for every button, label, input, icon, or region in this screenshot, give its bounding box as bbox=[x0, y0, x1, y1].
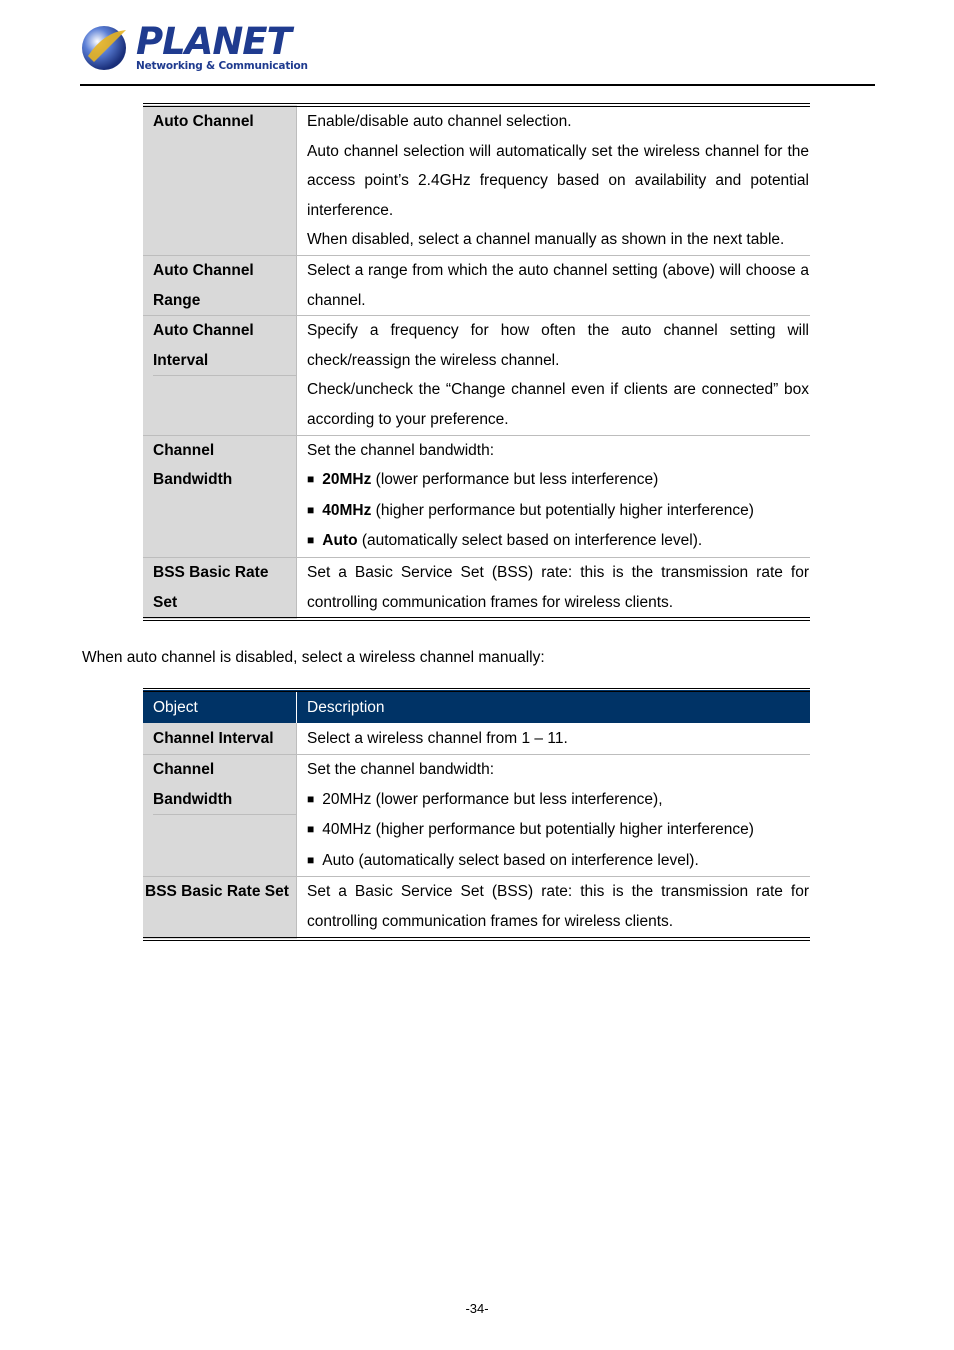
table-row bbox=[143, 557, 810, 619]
desc-line: Set a Basic Service Set (BSS) rate: this is the transmission rate for controlling communication frames for wireless clients. bbox=[307, 883, 809, 930]
page-header bbox=[80, 20, 875, 86]
label-line: Interval bbox=[153, 346, 296, 377]
desc-line: Check/uncheck the “Change channel even if clients are connected” box according to your preference. bbox=[307, 381, 809, 428]
table-header-row bbox=[143, 690, 810, 723]
desc-line: Specify a frequency for how often the auto channel setting will check/reassign the wireless channel. bbox=[307, 322, 809, 369]
bullet-item bbox=[307, 465, 809, 496]
table-row bbox=[143, 255, 810, 315]
bullet-text: (higher performance but potentially higher interference) bbox=[371, 501, 754, 519]
label-line: Bandwidth bbox=[153, 785, 296, 816]
desc-line: Auto channel selection will automatically set the wireless channel for the access point’s 2.4GHz frequency based on availability and potential interference. bbox=[307, 142, 809, 219]
row-description bbox=[297, 255, 811, 315]
table-row bbox=[143, 105, 810, 255]
bullet-item: ■ 40MHz (higher performance but potentially higher interference) bbox=[307, 815, 809, 846]
label-line: Channel bbox=[153, 761, 215, 778]
table-row bbox=[143, 877, 810, 939]
wireless-settings-table bbox=[143, 103, 810, 621]
row-label bbox=[143, 255, 297, 315]
label-line: Auto Channel bbox=[153, 261, 254, 279]
desc-line: Enable/disable auto channel selection. bbox=[307, 113, 572, 130]
bullet-item bbox=[307, 526, 809, 557]
label-line: Channel bbox=[153, 441, 215, 459]
bullet-item: ■ Auto (automatically select based on interference level). bbox=[307, 846, 809, 877]
row-description bbox=[297, 435, 811, 557]
row-label bbox=[143, 105, 297, 255]
bullet-item bbox=[307, 496, 809, 527]
bullet-term: Auto bbox=[322, 532, 358, 550]
bullet-item: ■ 20MHz (lower performance but less interference), bbox=[307, 785, 809, 816]
label-line: BSS Basic Rate Set bbox=[145, 883, 289, 901]
row-description bbox=[297, 105, 811, 255]
desc-line: Select a wireless channel from 1 – 11. bbox=[307, 730, 568, 747]
row-label bbox=[143, 316, 297, 435]
desc-line: Set the channel bandwidth: bbox=[307, 441, 494, 459]
table-row bbox=[143, 755, 810, 877]
table-row bbox=[143, 723, 810, 755]
bullet-text: (automatically select based on interference level). bbox=[357, 532, 703, 550]
logo-tagline: Networking & Communication bbox=[136, 60, 308, 72]
manual-channel-table bbox=[143, 688, 810, 941]
bullet-text: (lower performance but less interference) bbox=[371, 471, 659, 489]
label-line: BSS Basic Rate bbox=[153, 563, 269, 581]
table-row bbox=[143, 316, 810, 435]
label-line: Channel Interval bbox=[153, 730, 274, 747]
label-line: Auto Channel bbox=[153, 322, 254, 340]
page-number: -34- bbox=[465, 1301, 489, 1316]
header-description: Description bbox=[297, 690, 811, 723]
planet-logo bbox=[80, 22, 308, 72]
bullet-term: 40MHz bbox=[322, 501, 372, 519]
desc-line: Select a range from which the auto channel setting (above) will choose a channel. bbox=[307, 261, 809, 309]
row-description bbox=[297, 755, 811, 877]
table-row bbox=[143, 435, 810, 557]
row-label bbox=[143, 557, 297, 619]
bullet-term: 20MHz bbox=[322, 471, 372, 489]
label-line: Range bbox=[153, 291, 201, 309]
row-description bbox=[297, 723, 811, 755]
header-object: Object bbox=[143, 690, 297, 723]
row-description bbox=[297, 877, 811, 939]
row-label bbox=[143, 723, 297, 755]
desc-line: Set the channel bandwidth: bbox=[307, 761, 494, 778]
logo-wordmark: PLANET bbox=[136, 20, 291, 63]
row-label bbox=[143, 755, 297, 877]
row-label bbox=[143, 435, 297, 557]
label-line: Auto Channel bbox=[153, 113, 254, 130]
globe-icon bbox=[80, 22, 130, 72]
desc-line: When disabled, select a channel manually as shown in the next table. bbox=[307, 231, 785, 249]
desc-line: Set a Basic Service Set (BSS) rate: this is the transmission rate for controlling communication frames for wireless clients. bbox=[307, 563, 809, 611]
row-label bbox=[143, 877, 297, 939]
label-line: Bandwidth bbox=[153, 471, 233, 489]
label-line: Set bbox=[153, 593, 178, 611]
intro-paragraph: When auto channel is disabled, select a wireless channel manually: bbox=[82, 649, 545, 666]
row-description bbox=[297, 557, 811, 619]
row-description bbox=[297, 316, 811, 435]
